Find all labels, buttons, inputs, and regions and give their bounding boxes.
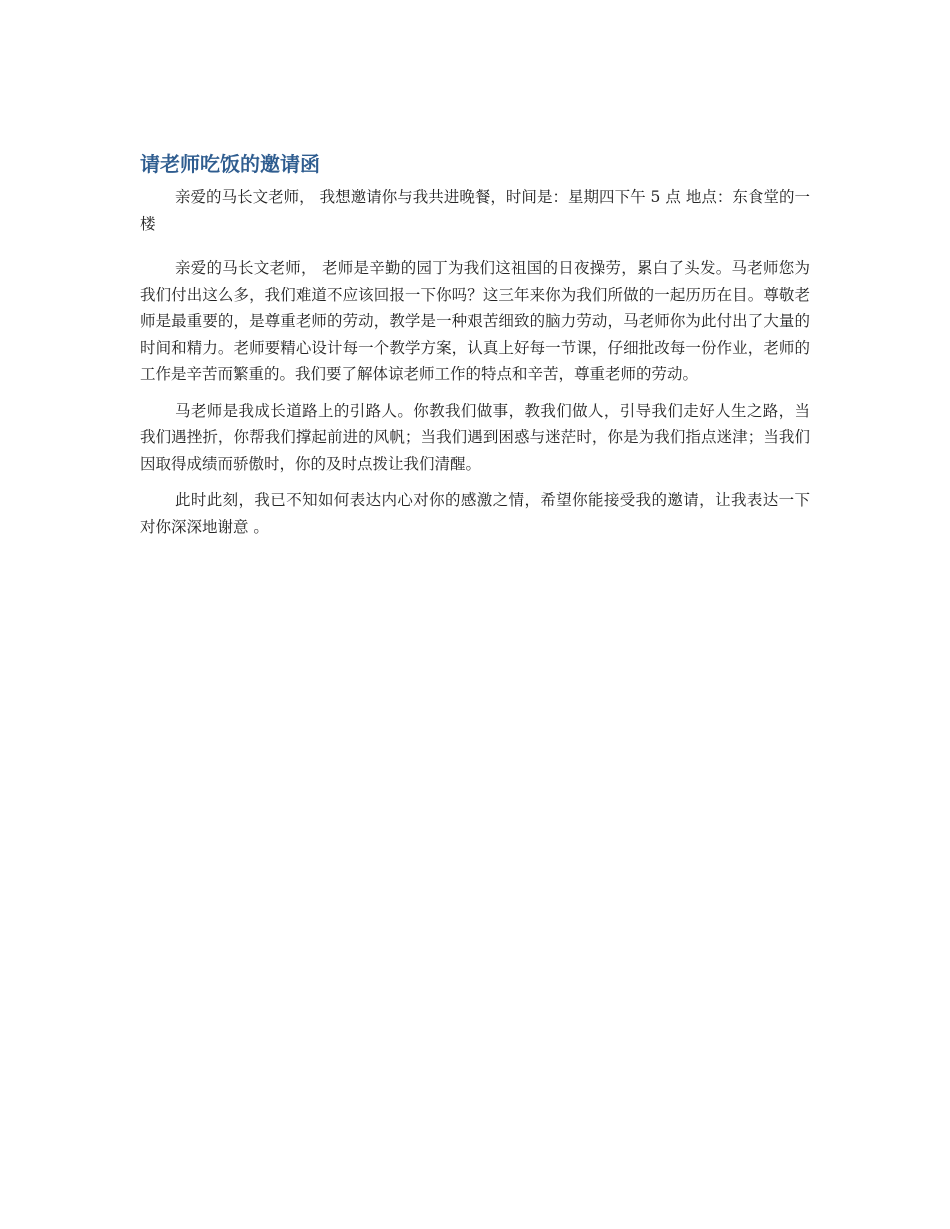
document-content bbox=[140, 150, 810, 550]
paragraph-invitation: 亲爱的马长文老师， 我想邀请你与我共进晚餐，时间是：星期四下午 5 点 地点：东食堂的一楼 bbox=[140, 188, 810, 233]
document-title: 请老师吃饭的邀请函 bbox=[140, 152, 320, 176]
paragraph-guide: 马老师是我成长道路上的引路人。你教我们做事，教我们做人，引导我们走好人生之路，当我们遇挫折，你帮我们撑起前进的风帆；当我们遇到困惑与迷茫时，你是为我们指点迷津；当我们因取得成绩而骄傲时，你的及时点拨让我们清醒。 bbox=[140, 401, 810, 473]
paragraph-gratitude: 亲爱的马长文老师， 老师是辛勤的园丁为我们这祖国的日夜操劳，累白了头发。马老师您为我们付出这么多，我们难道不应该回报一下你吗？这三年来你为我们所做的一起历历在目。尊敬老师是最重要的，是尊重老师的劳动，教学是一种艰苦细致的脑力劳动，马老师你为此付出了大量的时间和精力。老师要精心设计每一个教学方案，认真上好每一节课，仔细批改每一份作业，老师的工作是辛苦而繁重的。我们要了解体谅老师工作的特点和辛苦，尊重老师的劳动。 bbox=[140, 259, 810, 383]
paragraph-closing: 此时此刻，我已不知如何表达内心对你的感激之情，希望你能接受我的邀请，让我表达一下对你深深地谢意 。 bbox=[140, 491, 810, 536]
